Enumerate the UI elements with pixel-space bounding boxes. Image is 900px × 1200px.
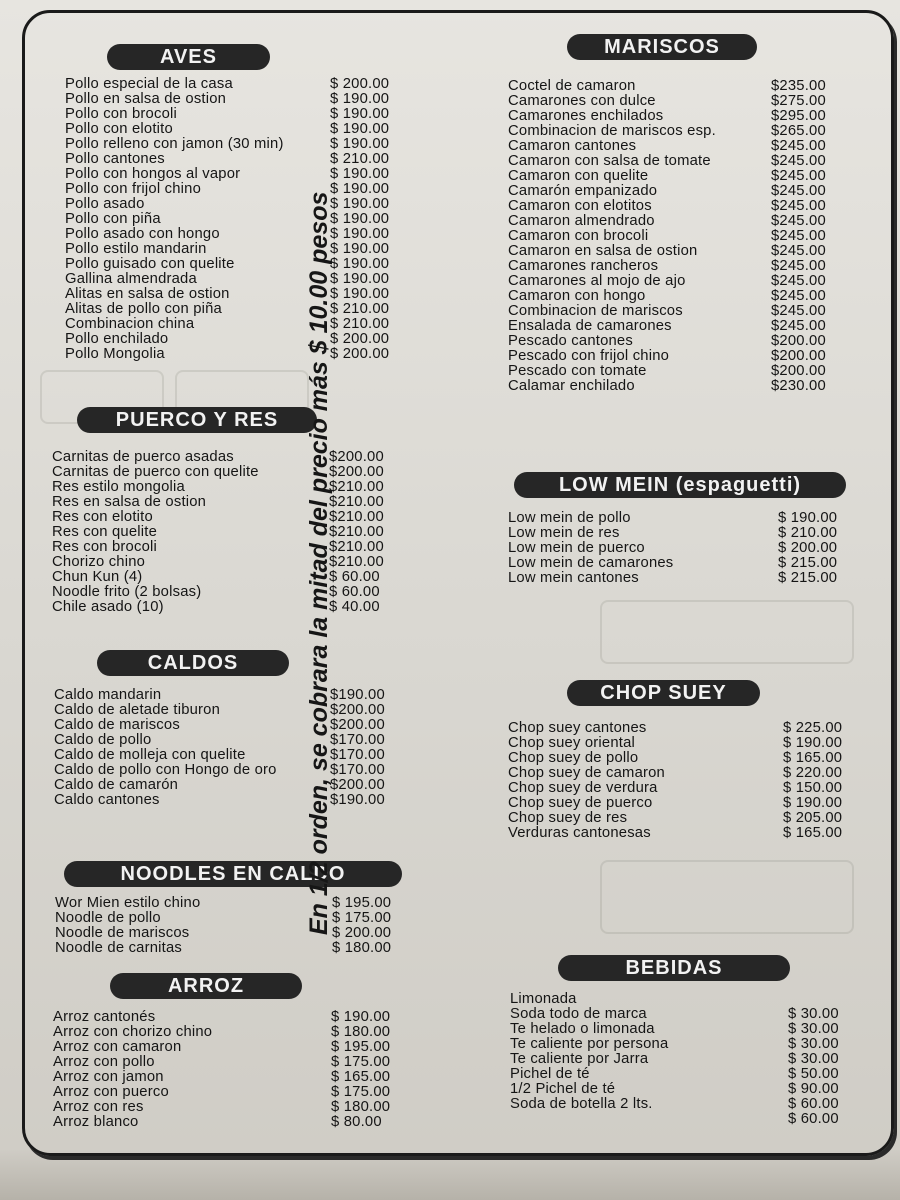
- menu-item-price: $ 40.00: [329, 599, 380, 615]
- menu-item-name: Coctel de camaron: [508, 78, 636, 94]
- menu-item: [65, 347, 405, 362]
- menu-item: [65, 287, 405, 302]
- section-header-mariscos: MARISCOS: [567, 34, 757, 60]
- menu-item-name: Camarón empanizado: [508, 183, 658, 199]
- menu-item-name: Chop suey de res: [508, 810, 628, 826]
- low-mein-list: [508, 511, 853, 586]
- menu-item-price: $200.00: [330, 777, 385, 793]
- menu-item-price: $ 50.00: [788, 1066, 839, 1082]
- menu-item-price: $245.00: [771, 258, 826, 274]
- menu-item: [508, 541, 853, 556]
- menu-item-price: $ 165.00: [783, 825, 843, 841]
- menu-item: [54, 703, 399, 718]
- menu-item-name: Camarones al mojo de ajo: [508, 273, 686, 289]
- menu-item-price: $ 175.00: [331, 1084, 391, 1100]
- menu-item: [53, 1055, 403, 1070]
- menu-item-name: Camaron con elotitos: [508, 198, 652, 214]
- menu-item: [65, 197, 405, 212]
- menu-item: [65, 152, 405, 167]
- menu-item: [65, 242, 405, 257]
- menu-item-price: $ 215.00: [778, 570, 838, 586]
- menu-item-name: Pollo Mongolia: [65, 346, 165, 362]
- bebidas-list: [510, 992, 855, 1127]
- menu-item-price: $245.00: [771, 168, 826, 184]
- menu-item: [508, 511, 853, 526]
- menu-item-name: Pollo especial de la casa: [65, 76, 233, 92]
- menu-item-name: Pollo asado: [65, 196, 145, 212]
- menu-item: [508, 364, 848, 379]
- menu-item: [53, 1115, 403, 1130]
- menu-item-name: Pollo con piña: [65, 211, 161, 227]
- menu-item-price: $ 215.00: [778, 555, 838, 571]
- menu-item-price: $190.00: [330, 792, 385, 808]
- menu-item: [510, 1082, 855, 1097]
- menu-item-price: $ 165.00: [331, 1069, 391, 1085]
- aves-list: [65, 77, 405, 362]
- menu-item: [65, 302, 405, 317]
- menu-item-name: Pollo asado con hongo: [65, 226, 220, 242]
- menu-item-name: Ensalada de camarones: [508, 318, 672, 334]
- menu-item-name: Te caliente por persona: [510, 1036, 669, 1052]
- menu-item-name: Pollo relleno con jamon (30 min): [65, 136, 284, 152]
- menu-item-price: $ 190.00: [330, 136, 390, 152]
- menu-item: [508, 826, 858, 841]
- menu-item-price: $170.00: [330, 762, 385, 778]
- menu-item-price: $ 30.00: [788, 1051, 839, 1067]
- menu-item: [65, 77, 405, 92]
- menu-item: [508, 139, 848, 154]
- menu-item-price: $ 150.00: [783, 780, 843, 796]
- menu-item: [508, 556, 853, 571]
- menu-item-price: $190.00: [330, 687, 385, 703]
- menu-item: [53, 1100, 403, 1115]
- menu-item-price: $245.00: [771, 243, 826, 259]
- noodles-list: [55, 896, 405, 956]
- menu-item: [53, 1010, 403, 1025]
- menu-item-price: $ 190.00: [330, 166, 390, 182]
- menu-item: [55, 926, 405, 941]
- arroz-list: [53, 1010, 403, 1130]
- menu-item-name: Caldo de pollo: [54, 732, 152, 748]
- menu-item-name: Pollo enchilado: [65, 331, 169, 347]
- menu-item-name: Camarones con dulce: [508, 93, 656, 109]
- menu-item-name: Caldo cantones: [54, 792, 160, 808]
- menu-item-price: $200.00: [330, 702, 385, 718]
- menu-item-name: Camaron almendrado: [508, 213, 655, 229]
- menu-item-name: Chop suey de camaron: [508, 765, 665, 781]
- menu-item-price: $210.00: [329, 524, 384, 540]
- menu-item: [508, 229, 848, 244]
- menu-item: [508, 526, 853, 541]
- menu-item-price: $ 220.00: [783, 765, 843, 781]
- menu-item-price: $245.00: [771, 318, 826, 334]
- menu-item: [508, 79, 848, 94]
- menu-item-name: Arroz con puerco: [53, 1084, 169, 1100]
- menu-item-name: Combinacion de mariscos: [508, 303, 683, 319]
- menu-item: [508, 244, 848, 259]
- menu-item-name: Res en salsa de ostion: [52, 494, 207, 510]
- chop-suey-list: [508, 721, 858, 841]
- menu-item-name: Chorizo chino: [52, 554, 146, 570]
- menu-item-price: $245.00: [771, 183, 826, 199]
- menu-item: [510, 1022, 855, 1037]
- menu-item-name: Pollo con elotito: [65, 121, 173, 137]
- menu-item-price: $210.00: [329, 479, 384, 495]
- menu-item-name: Camaron con hongo: [508, 288, 646, 304]
- menu-item-price: $ 190.00: [778, 510, 838, 526]
- section-header-arroz: ARROZ: [110, 973, 302, 999]
- menu-item-price: $ 190.00: [330, 286, 390, 302]
- menu-item: [52, 600, 397, 615]
- puerco-res-list: [52, 450, 397, 615]
- menu-item: [54, 793, 399, 808]
- menu-item: [65, 272, 405, 287]
- menu-item: [508, 571, 853, 586]
- menu-item: [52, 525, 397, 540]
- caldos-list: [54, 688, 399, 808]
- menu-item-price: $210.00: [329, 509, 384, 525]
- menu-item-price: $ 190.00: [330, 121, 390, 137]
- menu-item-price: $275.00: [771, 93, 826, 109]
- menu-item-price: $245.00: [771, 213, 826, 229]
- menu-item-price: $ 210.00: [330, 301, 390, 317]
- menu-item: [53, 1040, 403, 1055]
- menu-item-name: Low mein de pollo: [508, 510, 631, 526]
- menu-item: [65, 137, 405, 152]
- menu-item: [65, 92, 405, 107]
- menu-item-price: $ 200.00: [778, 540, 838, 556]
- menu-item: [508, 184, 848, 199]
- menu-item-name: Combinacion de mariscos esp.: [508, 123, 716, 139]
- menu-item-name: Caldo de pollo con Hongo de oro: [54, 762, 277, 778]
- menu-item-name: 1/2 Pichel de té: [510, 1081, 616, 1097]
- menu-item-price: $ 180.00: [331, 1024, 391, 1040]
- menu-item: [65, 182, 405, 197]
- menu-item-name: Pollo guisado con quelite: [65, 256, 235, 272]
- menu-item-price: $245.00: [771, 303, 826, 319]
- menu-item-price: $ 60.00: [329, 569, 380, 585]
- menu-item-name: Low mein de res: [508, 525, 620, 541]
- page-bottom-edge: [0, 1150, 900, 1200]
- menu-item: [52, 480, 397, 495]
- menu-item: [508, 334, 848, 349]
- menu-item-name: Pescado con frijol chino: [508, 348, 670, 364]
- menu-item: [55, 896, 405, 911]
- menu-item-price: $ 190.00: [330, 241, 390, 257]
- menu-item-name: Camaron cantones: [508, 138, 637, 154]
- menu-item: [508, 751, 858, 766]
- menu-item: [54, 778, 399, 793]
- menu-item: [510, 992, 855, 1007]
- menu-item: [508, 259, 848, 274]
- menu-item-price: $ 195.00: [332, 895, 392, 911]
- menu-item: [508, 154, 848, 169]
- menu-item: [65, 107, 405, 122]
- menu-item-price: $ 210.00: [778, 525, 838, 541]
- menu-item: [54, 718, 399, 733]
- menu-item-price: $ 200.00: [330, 331, 390, 347]
- menu-item: [65, 167, 405, 182]
- menu-item: [508, 214, 848, 229]
- menu-item-price: $ 175.00: [332, 910, 392, 926]
- menu-item-name: Noodle frito (2 bolsas): [52, 584, 202, 600]
- menu-item-price: $ 175.00: [331, 1054, 391, 1070]
- menu-item-name: Pescado con tomate: [508, 363, 647, 379]
- menu-item-price: $265.00: [771, 123, 826, 139]
- menu-item: [508, 781, 858, 796]
- menu-item: [54, 763, 399, 778]
- menu-item-price: $ 60.00: [788, 1111, 839, 1127]
- section-header-low-mein: LOW MEIN (espaguetti): [514, 472, 846, 498]
- menu-item-name: Chop suey de pollo: [508, 750, 639, 766]
- menu-item: [53, 1025, 403, 1040]
- menu-item-price: $235.00: [771, 78, 826, 94]
- menu-item-name: Arroz con jamon: [53, 1069, 164, 1085]
- menu-item: [508, 109, 848, 124]
- menu-item-price: $ 190.00: [783, 735, 843, 751]
- menu-item-price: $ 80.00: [331, 1114, 382, 1130]
- menu-item-name: Pollo con frijol chino: [65, 181, 201, 197]
- menu-item-price: $ 190.00: [330, 271, 390, 287]
- menu-item-name: Camaron con salsa de tomate: [508, 153, 711, 169]
- menu-item: [508, 304, 848, 319]
- menu-item-name: Arroz cantonés: [53, 1009, 156, 1025]
- menu-item-price: $ 190.00: [330, 181, 390, 197]
- menu-item-name: Te caliente por Jarra: [510, 1051, 649, 1067]
- menu-item-name: Arroz blanco: [53, 1114, 139, 1130]
- menu-item-price: $245.00: [771, 138, 826, 154]
- menu-item-price: $ 200.00: [330, 346, 390, 362]
- menu-item-price: $ 205.00: [783, 810, 843, 826]
- menu-item-name: Pollo cantones: [65, 151, 165, 167]
- menu-item: [65, 212, 405, 227]
- menu-item-name: Alitas en salsa de ostion: [65, 286, 230, 302]
- menu-item-price: $210.00: [329, 554, 384, 570]
- section-header-caldos: CALDOS: [97, 650, 289, 676]
- menu-item-price: $245.00: [771, 273, 826, 289]
- menu-item-name: Soda todo de marca: [510, 1006, 647, 1022]
- menu-item: [53, 1085, 403, 1100]
- menu-item-price: $200.00: [329, 449, 384, 465]
- menu-item-price: $ 190.00: [330, 196, 390, 212]
- menu-item-price: $ 190.00: [783, 795, 843, 811]
- menu-item-price: $210.00: [329, 539, 384, 555]
- menu-item-name: Camaron en salsa de ostion: [508, 243, 698, 259]
- menu-item-price: $245.00: [771, 198, 826, 214]
- menu-item-name: Carnitas de puerco con quelite: [52, 464, 259, 480]
- menu-item-name: Caldo mandarin: [54, 687, 162, 703]
- menu-item-price: $ 210.00: [330, 151, 390, 167]
- menu-item: [508, 766, 858, 781]
- menu-item: [508, 379, 848, 394]
- menu-item: [52, 510, 397, 525]
- menu-item-price: $ 195.00: [331, 1039, 391, 1055]
- menu-item-name: Camaron con quelite: [508, 168, 649, 184]
- menu-item-name: Te helado o limonada: [510, 1021, 655, 1037]
- menu-item-price: $ 165.00: [783, 750, 843, 766]
- menu-item-price: $ 190.00: [331, 1009, 391, 1025]
- menu-item: [510, 1007, 855, 1022]
- menu-item-name: Arroz con pollo: [53, 1054, 155, 1070]
- menu-item: [508, 811, 858, 826]
- menu-item-name: Calamar enchilado: [508, 378, 635, 394]
- menu-item-name: Pollo estilo mandarin: [65, 241, 207, 257]
- menu-item-price: $ 30.00: [788, 1006, 839, 1022]
- menu-item-name: Pescado cantones: [508, 333, 633, 349]
- menu-item: [52, 495, 397, 510]
- menu-item-price: $295.00: [771, 108, 826, 124]
- menu-item-name: Noodle de mariscos: [55, 925, 190, 941]
- menu-item: [510, 1067, 855, 1082]
- menu-item-name: Noodle de carnitas: [55, 940, 182, 956]
- half-order-note: En 1/2 orden, se cobrara la mitad del precio más $ 10.00 pesos: [305, 191, 333, 935]
- menu-item-price: $170.00: [330, 732, 385, 748]
- menu-item: [65, 227, 405, 242]
- menu-item-name: Chop suey de verdura: [508, 780, 658, 796]
- menu-item-price: $200.00: [771, 363, 826, 379]
- menu-item-name: Limonada: [510, 991, 577, 1007]
- menu-item: [52, 540, 397, 555]
- menu-item: [54, 688, 399, 703]
- menu-item: [510, 1037, 855, 1052]
- menu-item: [510, 1097, 855, 1112]
- menu-item-name: Res estilo mongolia: [52, 479, 185, 495]
- menu-item-name: Camarones enchilados: [508, 108, 664, 124]
- section-header-puerco-res: PUERCO Y RES: [77, 407, 317, 433]
- menu-item-name: Chop suey oriental: [508, 735, 635, 751]
- section-header-aves: AVES: [107, 44, 270, 70]
- section-header-chop-suey: CHOP SUEY: [567, 680, 760, 706]
- menu-item-price: $ 90.00: [788, 1081, 839, 1097]
- menu-item-name: Res con quelite: [52, 524, 157, 540]
- menu-item-price: $200.00: [330, 717, 385, 733]
- menu-item-name: Chile asado (10): [52, 599, 164, 615]
- menu-item-name: Pollo en salsa de ostion: [65, 91, 227, 107]
- menu-item: [65, 332, 405, 347]
- menu-item-price: $200.00: [329, 464, 384, 480]
- menu-item-name: Noodle de pollo: [55, 910, 161, 926]
- menu-item-name: Combinacion china: [65, 316, 195, 332]
- menu-item-name: Chop suey de puerco: [508, 795, 653, 811]
- menu-item: [65, 122, 405, 137]
- menu-item-price: $ 30.00: [788, 1021, 839, 1037]
- menu-item-name: Pollo con hongos al vapor: [65, 166, 241, 182]
- menu-item-price: $245.00: [771, 228, 826, 244]
- menu-item-name: Alitas de pollo con piña: [65, 301, 222, 317]
- menu-item-name: Low mein cantones: [508, 570, 639, 586]
- menu-item-name: Camarones rancheros: [508, 258, 659, 274]
- menu-item-name: Low mein de camarones: [508, 555, 674, 571]
- menu-item-price: $ 190.00: [330, 211, 390, 227]
- menu-item-name: Carnitas de puerco asadas: [52, 449, 234, 465]
- menu-item-price: $ 30.00: [788, 1036, 839, 1052]
- menu-item-name: Caldo de mariscos: [54, 717, 180, 733]
- menu-item-price: $210.00: [329, 494, 384, 510]
- menu-item-price: $ 225.00: [783, 720, 843, 736]
- menu-item-price: $ 190.00: [330, 91, 390, 107]
- menu-item-price: $ 190.00: [330, 226, 390, 242]
- menu-item: [508, 796, 858, 811]
- menu-item: [55, 941, 405, 956]
- menu-item-price: $200.00: [771, 333, 826, 349]
- menu-item: [52, 465, 397, 480]
- menu-item-price: $ 180.00: [331, 1099, 391, 1115]
- menu-item-name: Caldo de camarón: [54, 777, 179, 793]
- menu-item: [65, 317, 405, 332]
- menu-item: [510, 1112, 855, 1127]
- menu-item-name: Low mein de puerco: [508, 540, 645, 556]
- menu-item-name: Arroz con res: [53, 1099, 144, 1115]
- menu-item: [52, 585, 397, 600]
- menu-item-name: Camaron con brocoli: [508, 228, 649, 244]
- menu-item: [508, 169, 848, 184]
- menu-item-price: $ 190.00: [330, 256, 390, 272]
- menu-item-name: Chop suey cantones: [508, 720, 647, 736]
- menu-item: [54, 733, 399, 748]
- menu-item-name: Pollo con brocoli: [65, 106, 177, 122]
- menu-item-price: $ 190.00: [330, 106, 390, 122]
- menu-item-price: $ 60.00: [329, 584, 380, 600]
- menu-item: [508, 94, 848, 109]
- menu-item: [508, 289, 848, 304]
- menu-item: [53, 1070, 403, 1085]
- menu-item-name: Pichel de té: [510, 1066, 590, 1082]
- menu-item: [52, 555, 397, 570]
- menu-item: [54, 748, 399, 763]
- menu-item: [508, 349, 848, 364]
- menu-item-price: $230.00: [771, 378, 826, 394]
- menu-item: [52, 450, 397, 465]
- menu-item: [508, 319, 848, 334]
- menu-item-name: Arroz con camaron: [53, 1039, 182, 1055]
- section-header-bebidas: BEBIDAS: [558, 955, 790, 981]
- menu-item-price: $200.00: [771, 348, 826, 364]
- menu-item-name: Caldo de molleja con quelite: [54, 747, 246, 763]
- menu-item-price: $ 200.00: [330, 76, 390, 92]
- menu-item-name: Arroz con chorizo chino: [53, 1024, 213, 1040]
- menu-item-price: $170.00: [330, 747, 385, 763]
- menu-item: [508, 124, 848, 139]
- menu-item-price: $ 60.00: [788, 1096, 839, 1112]
- mariscos-list: [508, 79, 848, 394]
- menu-item-price: $ 180.00: [332, 940, 392, 956]
- menu-item-name: Res con brocoli: [52, 539, 157, 555]
- menu-item: [55, 911, 405, 926]
- section-header-noodles: NOODLES EN CALDO: [64, 861, 402, 887]
- menu-item: [508, 721, 858, 736]
- menu-item-price: $245.00: [771, 153, 826, 169]
- menu-item: [508, 736, 858, 751]
- menu-item-name: Caldo de aletade tiburon: [54, 702, 221, 718]
- menu-item-name: Res con elotito: [52, 509, 153, 525]
- menu-item-name: Gallina almendrada: [65, 271, 197, 287]
- menu-item-name: Verduras cantonesas: [508, 825, 651, 841]
- menu-item-name: Soda de botella 2 lts.: [510, 1096, 653, 1112]
- menu-item-name: Wor Mien estilo chino: [55, 895, 201, 911]
- menu-item: [52, 570, 397, 585]
- menu-item-price: $245.00: [771, 288, 826, 304]
- menu-item: [510, 1052, 855, 1067]
- menu-item-name: Chun Kun (4): [52, 569, 143, 585]
- menu-item: [508, 199, 848, 214]
- menu-item-price: $ 210.00: [330, 316, 390, 332]
- menu-item: [65, 257, 405, 272]
- menu-item-price: $ 200.00: [332, 925, 392, 941]
- menu-item: [508, 274, 848, 289]
